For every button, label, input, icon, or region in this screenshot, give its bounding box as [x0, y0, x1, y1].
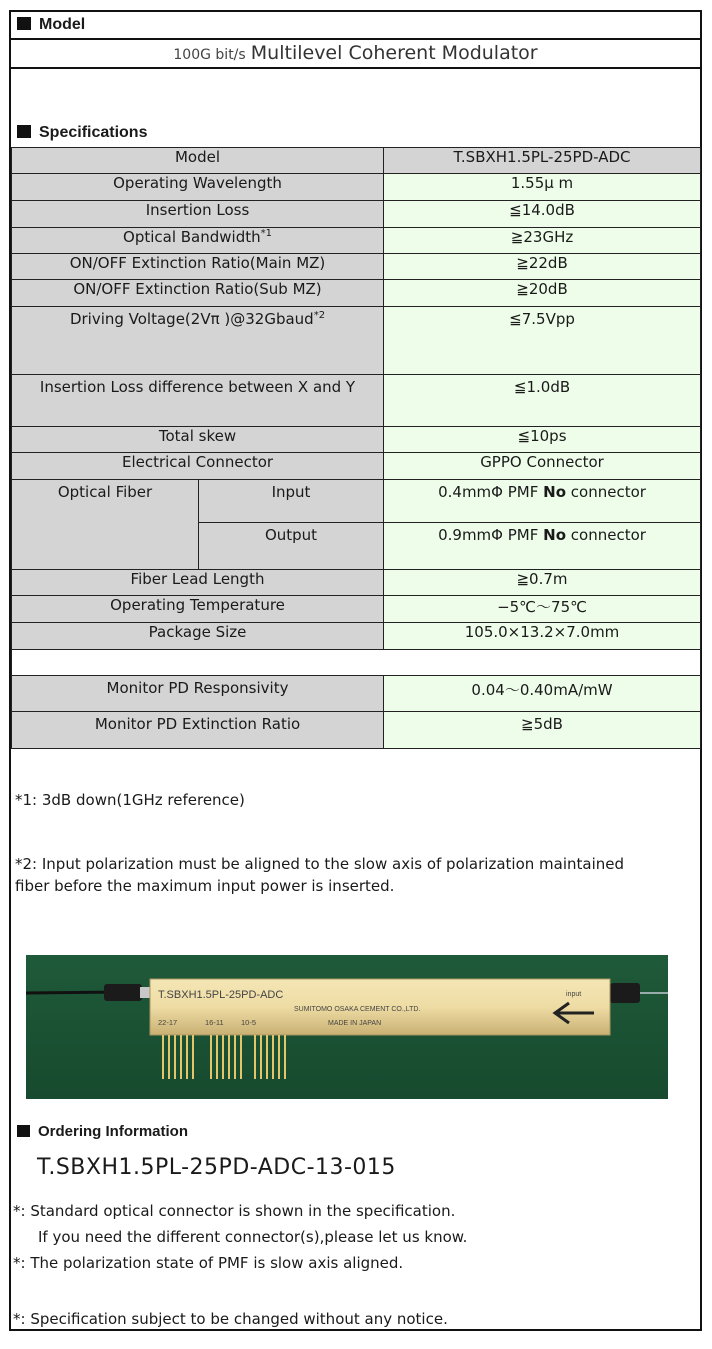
label-text: Optical Fiber	[57, 483, 153, 501]
spec-value: 105.0×13.2×7.0mm	[384, 623, 701, 650]
spec-value: ≦10ps	[384, 427, 701, 453]
spec-value	[384, 676, 701, 712]
spec-value: T.SBXH1.5PL-25PD-ADC	[384, 148, 701, 174]
product-photo	[26, 955, 668, 1099]
spec-value: 1.55μ m	[384, 174, 701, 201]
spec-table	[11, 147, 701, 749]
spec-label	[12, 375, 384, 427]
ordering-section-title	[17, 1123, 188, 1140]
value-bold: No	[543, 526, 567, 544]
value-text: 0.9mmΦ PMF	[438, 526, 539, 544]
table-row	[12, 623, 701, 650]
spec-value: ≦14.0dB	[384, 201, 701, 228]
spec-label	[12, 307, 384, 375]
spec-value	[384, 712, 701, 749]
footnote-ref: *1	[260, 228, 272, 239]
spec-value: ≧0.7m	[384, 570, 701, 596]
square-bullet-icon	[17, 17, 31, 30]
table-row	[12, 676, 701, 712]
spec-title-text: Specifications	[39, 124, 148, 141]
spec-label: Operating Wavelength	[12, 174, 384, 201]
spec-value: ≧23GHz	[384, 228, 701, 254]
photo-pin-label: 10-5	[241, 1018, 257, 1027]
spec-label: ON/OFF Extinction Ratio(Sub MZ)	[12, 280, 384, 307]
boot-right	[610, 983, 640, 1003]
spacer-cell	[12, 650, 701, 676]
photo-pin-label: 22-17	[158, 1018, 178, 1027]
fiber-output-value	[384, 523, 701, 570]
label-text: Monitor PD Extinction Ratio	[94, 715, 301, 733]
model-title-text: Model	[39, 16, 86, 33]
spec-value: −5℃〜75℃	[384, 596, 701, 623]
fiber-output-label	[199, 523, 384, 570]
product-subtitle	[11, 42, 700, 64]
spec-label: Electrical Connector	[12, 453, 384, 480]
datasheet-frame	[9, 10, 702, 1331]
table-row	[12, 712, 701, 749]
divider	[11, 67, 700, 69]
table-row	[12, 596, 701, 623]
value-text: ≦7.5Vpp	[509, 310, 575, 328]
value-text: 0.4mmΦ PMF	[438, 483, 539, 501]
footnote-2-line2: fiber before the maximum input power is inserted.	[15, 877, 395, 895]
ordering-note-1b: If you need the different connector(s),please let us know.	[38, 1228, 468, 1246]
spec-label: Package Size	[12, 623, 384, 650]
spec-value: ≧20dB	[384, 280, 701, 307]
spec-label	[12, 712, 384, 749]
photo-input-text: input	[566, 991, 582, 998]
subtitle-large: Multilevel Coherent Modulator	[250, 42, 538, 64]
table-row	[12, 201, 701, 228]
label-text: Driving Voltage(2Vπ )@32Gbaud	[69, 310, 314, 328]
table-row	[12, 570, 701, 596]
spec-label: ON/OFF Extinction Ratio(Main MZ)	[12, 254, 384, 280]
table-row	[12, 174, 701, 201]
table-row	[12, 480, 701, 523]
subtitle-small: 100G bit/s	[173, 47, 246, 63]
model-section-title	[17, 16, 85, 34]
spec-value	[384, 375, 701, 427]
ordering-note-1: *: Standard optical connector is shown in the specification.	[13, 1202, 456, 1220]
spec-label	[12, 228, 384, 254]
label-text: Output	[264, 526, 318, 544]
table-row	[12, 427, 701, 453]
table-row	[12, 453, 701, 480]
spec-label: Total skew	[12, 427, 384, 453]
label-text: Monitor PD Responsivity	[106, 679, 289, 697]
photo-model-text: T.SBXH1.5PL-25PD-ADC	[158, 989, 284, 1001]
photo-origin-text: MADE IN JAPAN	[328, 1020, 382, 1027]
table-spacer-row	[12, 650, 701, 676]
fiber-input-label	[199, 480, 384, 523]
square-bullet-icon	[17, 1125, 30, 1137]
value-text: connector	[570, 483, 646, 501]
value-text: connector	[570, 526, 646, 544]
footnote-ref: *2	[313, 310, 326, 321]
spec-label: Fiber Lead Length	[12, 570, 384, 596]
ordering-note-2: *: The polarization state of PMF is slow axis aligned.	[13, 1254, 404, 1272]
value-bold: No	[543, 483, 567, 501]
table-row	[12, 148, 701, 174]
footnote-2	[15, 853, 624, 897]
photo-pin-label: 16-11	[205, 1018, 224, 1027]
spec-value: GPPO Connector	[384, 453, 701, 480]
value-text: ≧5dB	[521, 715, 563, 733]
table-row	[12, 280, 701, 307]
table-row	[12, 228, 701, 254]
collar-left	[140, 987, 150, 998]
photo-maker-text: SUMITOMO OSAKA CEMENT CO.,LTD.	[294, 1006, 421, 1013]
ordering-title-text: Ordering Information	[38, 1123, 188, 1140]
table-row	[12, 307, 701, 375]
table-row	[12, 254, 701, 280]
pin-leads	[163, 1035, 285, 1079]
label-text: Optical Bandwidth	[123, 228, 261, 246]
label-text: Insertion Loss difference between X and Y	[39, 378, 356, 396]
value-text: ≦1.0dB	[513, 378, 571, 396]
label-text: Input	[271, 483, 311, 501]
fiber-label	[12, 480, 199, 570]
spec-section-title	[17, 124, 147, 142]
spec-label: Operating Temperature	[12, 596, 384, 623]
spec-value	[384, 307, 701, 375]
spec-label	[12, 676, 384, 712]
order-code: T.SBXH1.5PL-25PD-ADC-13-015	[37, 1155, 396, 1180]
spec-value: ≧22dB	[384, 254, 701, 280]
fiber-input-value	[384, 480, 701, 523]
value-text: 0.04〜0.40mA/mW	[471, 681, 613, 699]
square-bullet-icon	[17, 125, 31, 138]
table-row	[12, 375, 701, 427]
footnote-1: *1: 3dB down(1GHz reference)	[15, 791, 245, 809]
ordering-note-3: *: Specification subject to be changed without any notice.	[13, 1310, 448, 1328]
boot-left	[104, 984, 142, 1001]
spec-label: Model	[12, 148, 384, 174]
spec-label: Insertion Loss	[12, 201, 384, 228]
footnote-2-line1: *2: Input polarization must be aligned to the slow axis of polarization maintained	[15, 855, 624, 873]
divider	[11, 38, 700, 40]
